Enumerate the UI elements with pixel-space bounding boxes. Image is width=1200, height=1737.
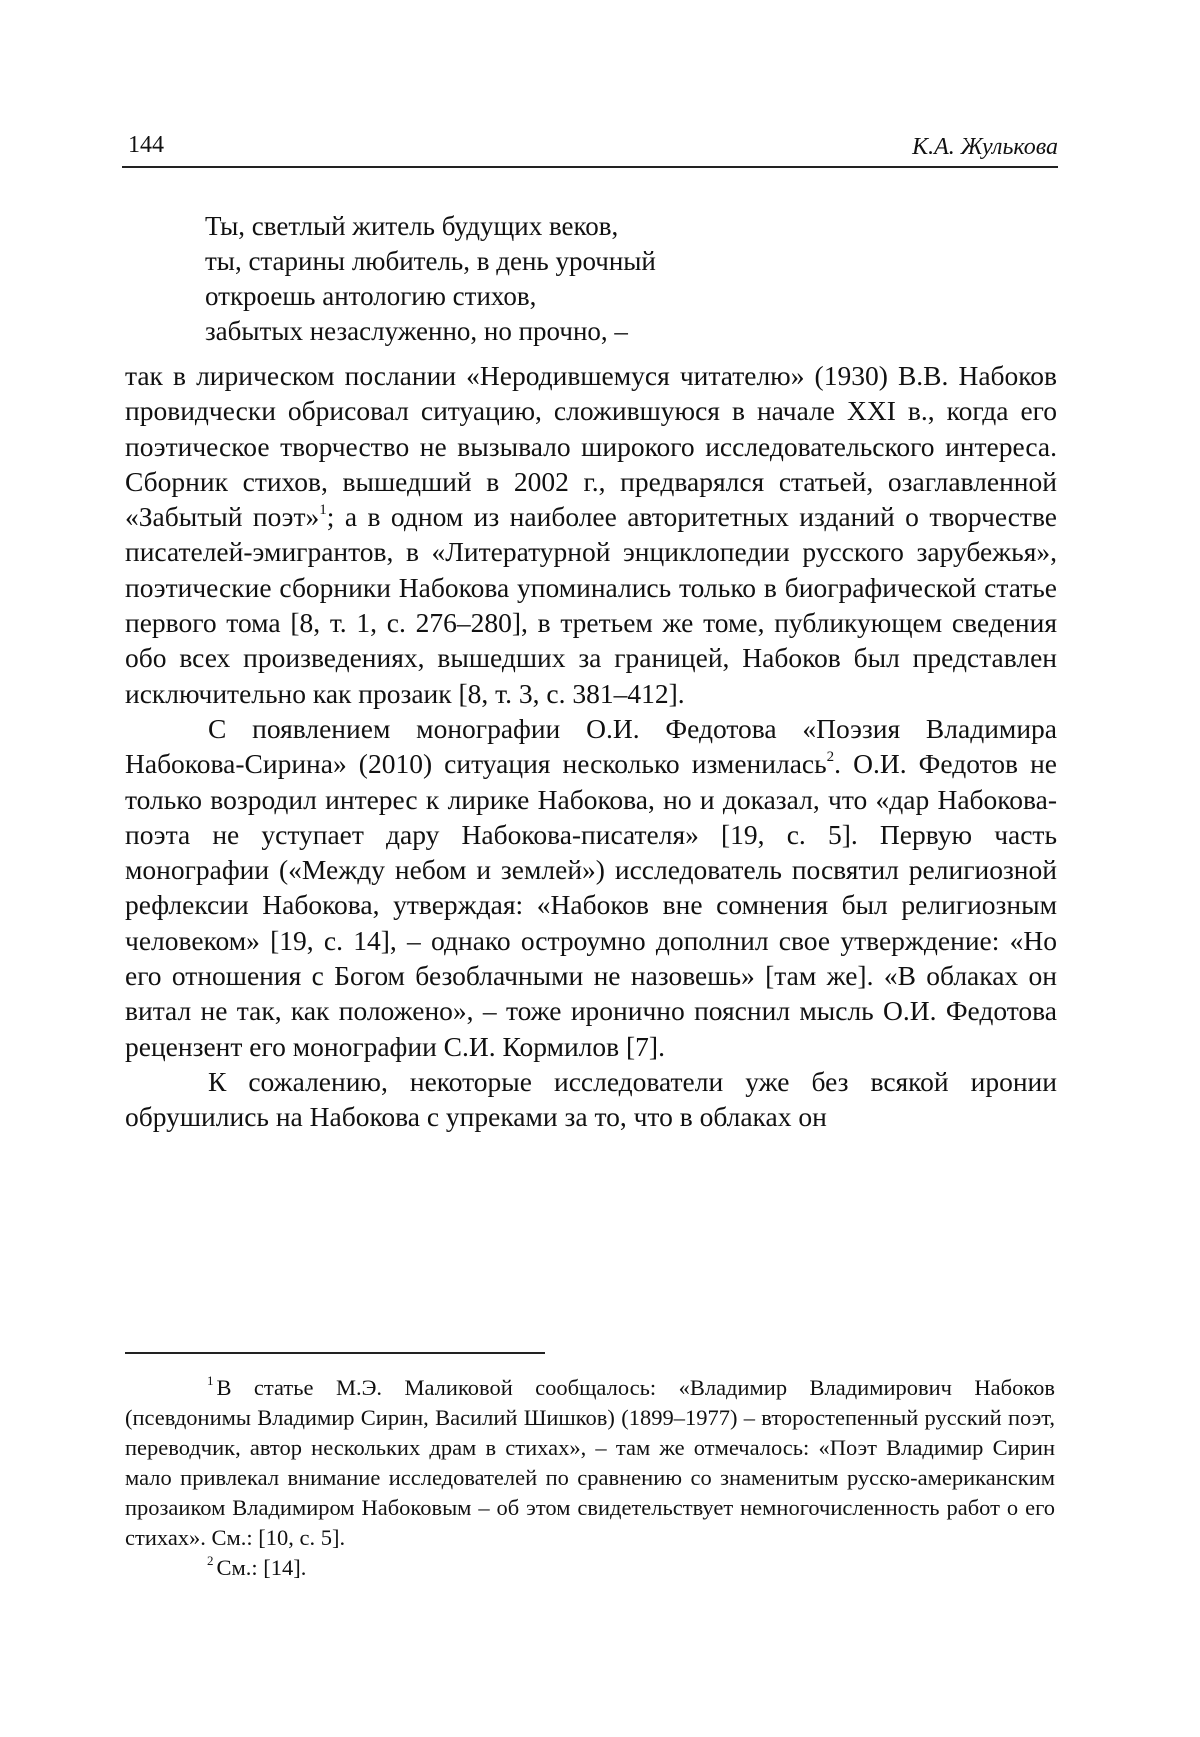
footnotes bbox=[125, 1373, 1055, 1583]
poem-line: ты, старины любитель, в день урочный bbox=[205, 246, 656, 276]
poem-line: забытых незаслуженно, но прочно, – bbox=[205, 316, 628, 346]
footnote-1 bbox=[125, 1373, 1055, 1553]
footnote-mark: 2 bbox=[207, 1553, 214, 1568]
poem-line: Ты, светлый житель будущих веков, bbox=[205, 211, 619, 241]
paragraph-2 bbox=[125, 711, 1057, 1064]
page-number: 144 bbox=[128, 132, 164, 158]
main-text bbox=[125, 358, 1057, 1135]
running-head-author: К.А. Жулькова bbox=[912, 134, 1058, 160]
footnote-text: См.: [14]. bbox=[216, 1555, 307, 1580]
epigraph-poem bbox=[205, 209, 656, 349]
footnote-ref-2[interactable]: 2 bbox=[826, 749, 835, 766]
footnote-divider bbox=[125, 1352, 545, 1354]
paragraph-1 bbox=[125, 358, 1057, 711]
paragraph-3: К сожалению, некоторые исследователи уже без всякой иронии обрушились на Набокова с упреками за то, что в облаках он bbox=[125, 1065, 1057, 1133]
page-header bbox=[122, 130, 1058, 168]
paragraph-text: так в лирическом послании «Неродившемуся читателю» (1930) В.В. Набоков провидчески обрисовал ситуацию, сложившуюся в начале XXI в., когда его поэтическое творчество не вызывало широкого исследовательского интереса. Сборник стихов, вышедший в 2002 г., предварялся статьей, озаглавленной «Забытый поэт» bbox=[125, 360, 1057, 533]
paragraph-text: . О.И. Федотов не только возродил интерес к лирике Набокова, но и доказал, что «дар Набокова-поэта не уступает дару Набокова-писателя» [19, с. 5]. Первую часть монографии («Между небом и землей») исследователь посвятил религиозной рефлексии Набокова, утверждая: «Набоков вне сомнения был религиозным человеком» [19, с. 14], – однако остроумно дополнил свое утверждение: «Но его отношения с Богом безоблачными не назовешь» [там же]. «В облаках он витал не так, как положено», – тоже иронично пояснил мысль О.И. Федотова рецензент его монографии С.И. Кормилов [7]. bbox=[125, 748, 1058, 1062]
footnote-ref-1[interactable]: 1 bbox=[319, 502, 327, 519]
footnote-mark: 1 bbox=[207, 1373, 214, 1388]
poem-line: откроешь антологию стихов, bbox=[205, 281, 537, 311]
paragraph-text: ; а в одном из наиболее авторитетных изданий о творчестве писателей-эмигрантов, в «Литературной энциклопедии русского зарубежья», поэтические сборники Набокова упоминались только в биографической статье первого тома [8, т. 1, с. 276–280], в третьем же томе, публикующем сведения обо всех произведениях, вышедших за границей, Набоков был представлен исключительно как прозаик [8, т. 3, с. 381–412]. bbox=[125, 501, 1057, 709]
footnote-text: В статье М.Э. Маликовой сообщалось: «Владимир Владимирович Набоков (псевдонимы Владимир Сирин, Василий Шишков) (1899–1977) – второстепенный русский поэт, переводчик, автор нескольких драм в стихах», – там же отмечалось: «Поэт Владимир Сирин мало привлекал внимание исследователей по сравнению со знаменитым русско-американским прозаиком Владимиром Набоковым – об этом свидетельствует немногочисленность работ о его стихах». См.: [10, с. 5]. bbox=[125, 1375, 1055, 1550]
paragraph-text: С появлением монографии О.И. Федотова «Поэзия Владимира Набокова-Сирина» (2010) ситуация несколько изменилась bbox=[125, 712, 1057, 780]
footnote-2 bbox=[125, 1553, 1055, 1583]
